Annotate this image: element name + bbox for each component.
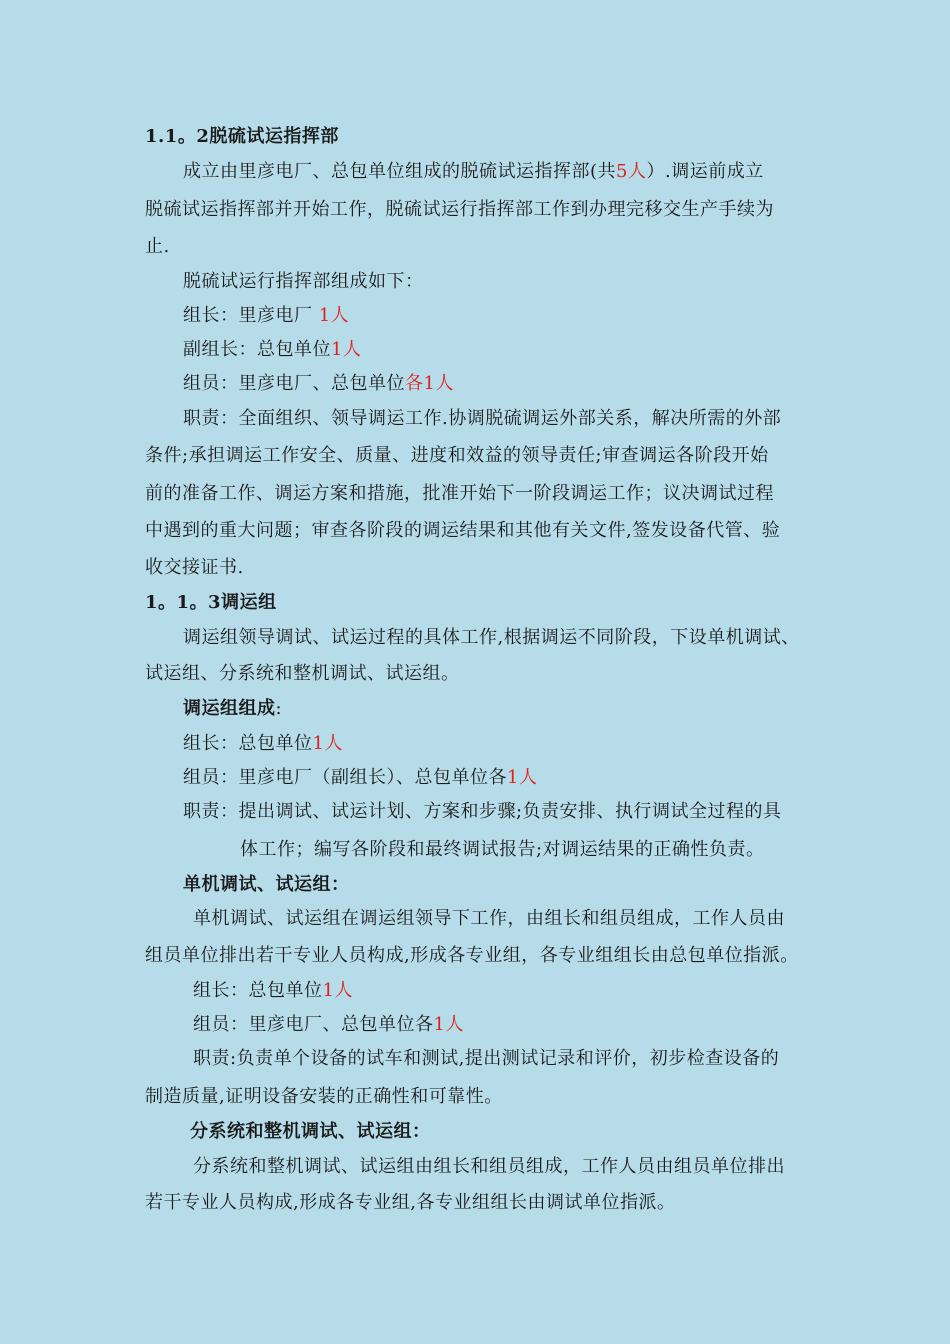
paragraph-line: 组员单位排出若干专业人员构成,形成各专业组，各专业组组长由总包单位指派。 bbox=[145, 945, 799, 966]
section-heading-1-1-3: 1。1。3调运组 bbox=[145, 592, 277, 613]
text-span: 组长：总包单位 bbox=[193, 980, 323, 1001]
highlight-number: 5人 bbox=[616, 161, 647, 182]
member-line bbox=[193, 1013, 464, 1037]
text-span: 副组长：总包单位 bbox=[183, 339, 331, 360]
highlight-number: 各1人 bbox=[405, 373, 454, 394]
paragraph-line bbox=[183, 160, 764, 184]
duty-line: 体工作；编写各阶段和最终调试报告;对调运结果的正确性负责。 bbox=[240, 839, 765, 860]
text-span: : bbox=[275, 698, 283, 719]
highlight-number: 1人 bbox=[433, 1014, 464, 1035]
text-span: 组员：里彦电厂、总包单位 bbox=[183, 373, 405, 394]
paragraph-line: 脱硫试运行指挥部组成如下： bbox=[183, 271, 424, 292]
section-heading-1-1-2: 1.1。2脱硫试运指挥部 bbox=[145, 126, 339, 147]
leader-line bbox=[183, 304, 349, 328]
text-span: ）.调运前成立 bbox=[646, 161, 764, 182]
duty-line: 收交接证书. bbox=[145, 557, 244, 578]
highlight-number: 1人 bbox=[312, 733, 343, 754]
duty-line: 制造质量,证明设备安装的正确性和可靠性。 bbox=[145, 1086, 503, 1107]
composition-title bbox=[183, 697, 282, 721]
leader-line bbox=[193, 979, 353, 1003]
text-span: 组员：里彦电厂（副组长）、总包单位各 bbox=[183, 767, 507, 788]
paragraph-line: 单机调试、试运组在调运组领导下工作，由组长和组员组成，工作人员由 bbox=[193, 908, 785, 929]
duty-line: 职责:负责单个设备的试车和测试,提出测试记录和评价，初步检查设备的 bbox=[193, 1048, 780, 1069]
leader-line bbox=[183, 732, 343, 756]
highlight-number: 1人 bbox=[318, 305, 350, 326]
subsection-heading-single: 单机调试、试运组： bbox=[183, 874, 350, 895]
text-span: 调运组组成 bbox=[183, 698, 276, 719]
highlight-number: 1人 bbox=[322, 980, 353, 1001]
paragraph-line: 调运组领导调试、试运过程的具体工作,根据调运不同阶段，下设单机调试、 bbox=[183, 627, 800, 648]
text-span: 组长：总包单位 bbox=[183, 733, 313, 754]
member-line bbox=[183, 766, 537, 790]
duty-line: 条件;承担调运工作安全、质量、进度和效益的领导责任;审查调运各阶段开始 bbox=[145, 445, 769, 466]
text-span: 组员：里彦电厂、总包单位各 bbox=[193, 1014, 434, 1035]
deputy-line bbox=[183, 338, 361, 362]
highlight-number: 1人 bbox=[507, 767, 538, 788]
paragraph-line: 若干专业人员构成,形成各专业组,各专业组组长由调试单位指派。 bbox=[145, 1192, 676, 1213]
duty-line: 前的准备工作、调运方案和措施，批准开始下一阶段调运工作；议决调试过程 bbox=[145, 483, 774, 504]
paragraph-line: 脱硫试运指挥部并开始工作，脱硫试运行指挥部工作到办理完移交生产手续为 bbox=[145, 199, 774, 220]
paragraph-line: 止. bbox=[145, 236, 170, 257]
duty-line: 中遇到的重大问题；审查各阶段的调运结果和其他有关文件,签发设备代管、验 bbox=[145, 520, 781, 541]
subsection-heading-subsystem: 分系统和整机调试、试运组： bbox=[190, 1121, 431, 1142]
paragraph-line: 分系统和整机调试、试运组由组长和组员组成，工作人员由组员单位排出 bbox=[193, 1156, 785, 1177]
duty-line: 职责：全面组织、领导调运工作.协调脱硫调运外部关系，解决所需的外部 bbox=[183, 408, 782, 429]
text-span: 组长：里彦电厂 bbox=[183, 305, 319, 326]
text-span: 成立由里彦电厂、总包单位组成的脱硫试运指挥部(共 bbox=[183, 161, 617, 182]
member-line bbox=[183, 372, 454, 396]
duty-line: 职责：提出调试、试运计划、方案和步骤;负责安排、执行调试全过程的具 bbox=[183, 801, 782, 822]
paragraph-line: 试运组、分系统和整机调试、试运组。 bbox=[145, 663, 460, 684]
highlight-number: 1人 bbox=[331, 339, 362, 360]
